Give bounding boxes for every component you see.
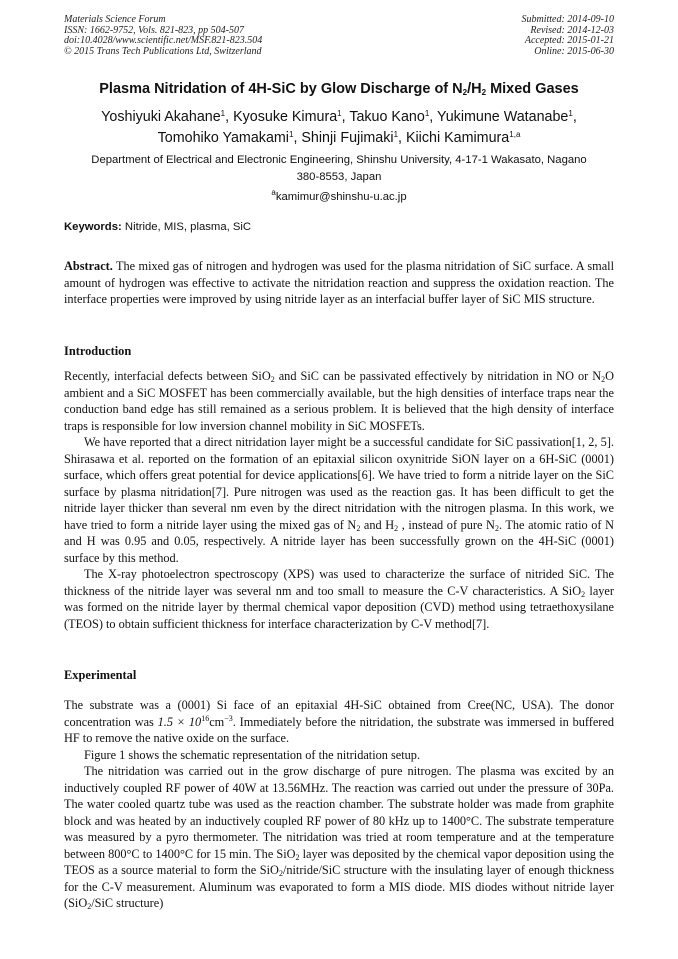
affiliation: Department of Electrical and Electronic Engineering, Shinshu University, 4-17-1 Wakasato, Nagano 380-8553, Japan <box>91 154 587 183</box>
accepted-date: Accepted: 2015-01-21 <box>524 35 614 47</box>
paragraph: The substrate was a (0001) Si face of an epitaxial 4H-SiC obtained from Cree(NC, USA). The donor concentration was $1.5 \times 10^{16}cm^{-3}$. Immediately before the nitridation, the substrate was immersed in buffered HF to remove the native oxide on the surface. <box>64 698 614 745</box>
submitted-date: Submitted: 2014-09-10 <box>521 14 614 25</box>
journal-header-right <box>522 15 615 57</box>
paragraph: The nitridation was carried out in the grow discharge of pure nitrogen. The plasma was excited by an inductively coupled RF power of 40W at 13.56MHz. The reaction was carried out under the pressure of 30Pa. The water cooled quartz tube was used as the reaction chamber. The substrate holder was made from graphite block and was heated by an inductively coupled RF power of 80 kHz up to 1400°C. The substrate temperature was measured by a pyro thermometer. The nitridation was tried at room temperature and at the temperature between 800°C to 1400°C for 15 min. The SiO$_2$ layer was deposited by the chemical vapor deposition using the TEOS as a source material to form the SiO$_2$/nitride/SiC structure with the insulating layer of enough thickness for the C-V measurement. Aluminum was evaporated to form a MIS diode. MIS diodes without nitride layer (SiO$_2$/SiC structure) <box>64 764 615 911</box>
author: Kiichi Kamimura$^{1,a}$ <box>405 130 521 146</box>
paragraph: The X-ray photoelectron spectroscopy (XPS) was used to characterize the surface of nitrided SiC. The thickness of the nitride layer was several nm and too small to measure the C-V characteristics. A SiO$_2$ layer was formed on the nitride layer by thermal chemical vapor deposition (CVD) method using tetraethoxysilane (TEOS) to obtain sufficient thickness for interface characterization by C-V method[7]. <box>64 567 614 631</box>
paragraph: Figure 1 shows the schematic representation of the nitridation setup. <box>84 747 421 762</box>
issn-line: ISSN: 1662-9752, Vols. 821-823, pp 504-507 <box>64 24 244 36</box>
online-date: Online: 2015-06-30 <box>534 45 614 57</box>
introduction-body <box>64 368 614 632</box>
journal-header-left <box>64 15 262 57</box>
author-list <box>30 107 648 149</box>
copyright-line: © 2015 Trans Tech Publications Ltd, Switzerland <box>64 45 262 57</box>
revised-date: Revised: 2014-12-03 <box>530 24 614 36</box>
paragraph: We have reported that a direct nitridation layer might be a successful candidate for SiC passivation[1, 2, 5]. Shirasawa et al. reported on the formation of an epitaxial silicon oxynitride SiON layer on a 6H-SiC (0001) surface, which offers great potential for device applications[6]. We have tried to form a nitride layer on the SiC surface by plasma nitridation[7]. Pure nitrogen was used as the reaction gas. It has been difficult to get the nitride layer thicker than several nm even by the direct nitridation with the nitrogen plasma. In this work, we have tried to form a nitride layer using the mixed gas of $N_2$ and $H_2$ , instead of pure $N_2$. The atomic ratio of N and H was 0.95 and 0.05, respectively. A nitride layer has been successfully grown on the 4H-SiC (0001) surface by this method. <box>64 435 614 565</box>
section-heading-experimental: Experimental <box>64 668 137 682</box>
paper-title: Plasma Nitridation of 4H-SiC by Glow Discharge of $N_2/H_2$ Mixed Gases <box>99 81 579 97</box>
author: Tomohiko Yamakami$^1$, <box>157 130 302 146</box>
author: Kyosuke Kimura$^1$, <box>233 109 350 125</box>
journal-name: Materials Science Forum <box>64 14 166 25</box>
author: Yukimune Watanabe$^1$, <box>436 109 577 125</box>
paragraph: Recently, interfacial defects between SiO$_2$ and SiC can be passivated effectively by nitridation in NO or $N_2O$ ambient and a SiC MOSFET has been commercially available, but the high densities of interface traps near the conduction band edge has still remained as a serious problem. It is believed that the high density of interface traps is responsible for low inversion channel mobility in SiC MOSFETs. <box>64 369 614 433</box>
author: Yoshiyuki Akahane$^1$, <box>101 109 234 125</box>
doi-line[interactable]: doi:10.4028/www.scientific.net/MSF.821-823.504 <box>64 35 263 47</box>
author: Shinji Fujimaki$^1$, <box>301 130 406 146</box>
abstract: Abstract. The mixed gas of nitrogen and hydrogen was used for the plasma nitridation of SiC surface. A small amount of hydrogen was effective to activate the nitridation reaction and suppress the oxidation reaction. The interface properties were improved by using nitride layer as an interfacial buffer layer of SiC MIS structure. <box>64 259 614 306</box>
experimental-body <box>64 697 614 912</box>
section-heading-introduction: Introduction <box>64 344 132 358</box>
author: Takuo Kano$^1$, <box>349 109 437 125</box>
author-email[interactable]: $^a$kamimur@shinshu-u.ac.jp <box>271 188 407 203</box>
keywords: Keywords: Nitride, MIS, plasma, SiC <box>64 221 252 233</box>
